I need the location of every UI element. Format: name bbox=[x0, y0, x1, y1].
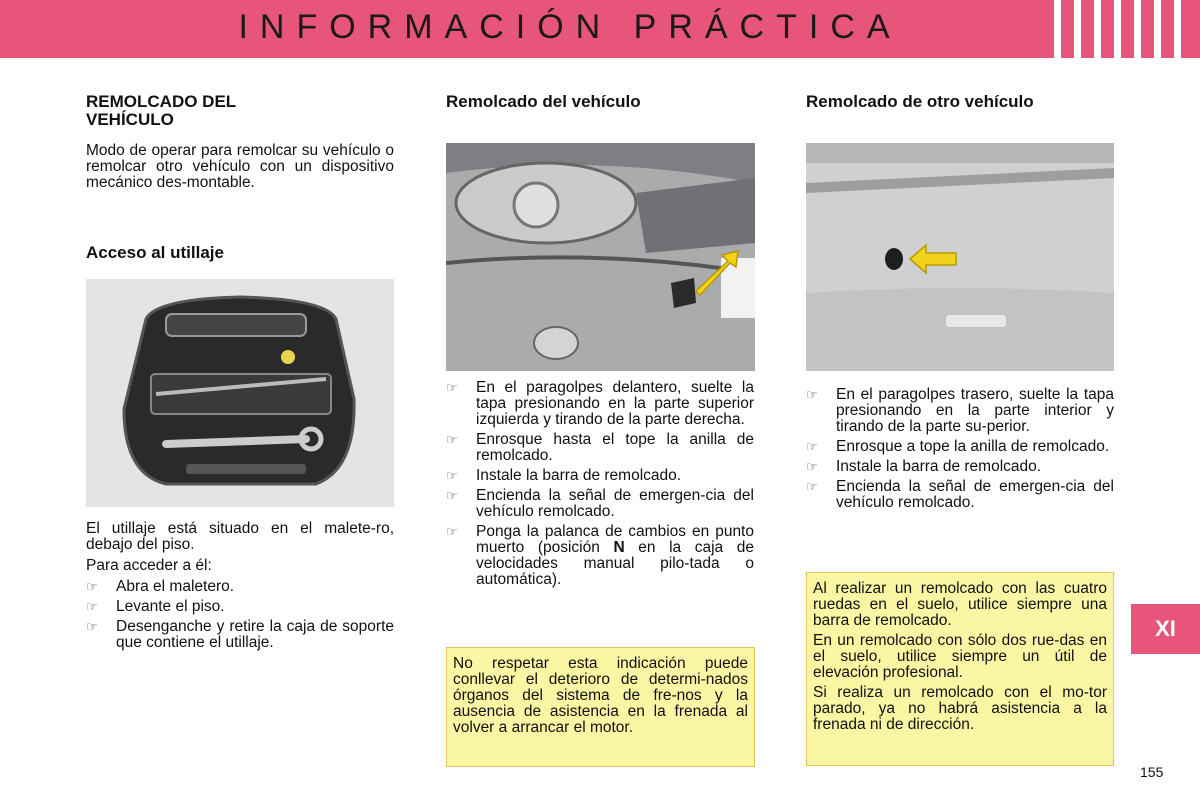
pointing-hand-icon: ☞ bbox=[446, 432, 458, 447]
list-item: ☞ Encienda la señal de emergen-cia del vehículo remolcado. bbox=[806, 478, 1114, 511]
list-item: ☞ Levante el piso. bbox=[86, 598, 225, 615]
note-paragraph: En un remolcado con sólo dos rue-das en el suelo, utilice siempre un útil de elevación profesional. bbox=[813, 632, 1107, 681]
list-item: ☞ En el paragolpes delantero, suelte la tapa presionando en la parte superior izquierda y tirando de la parte derecha. bbox=[446, 379, 754, 428]
header-stripe bbox=[1174, 0, 1181, 58]
list-item: ☞ Enrosque hasta el tope la anilla de remolcado. bbox=[446, 431, 754, 464]
header-stripe bbox=[1074, 0, 1081, 58]
page-header bbox=[0, 0, 1200, 58]
access-steps-list bbox=[86, 579, 394, 651]
list-item: ☞ Enrosque a tope la anilla de remolcado. bbox=[806, 438, 1110, 455]
header-stripe bbox=[1134, 0, 1141, 58]
pointing-hand-icon: ☞ bbox=[806, 387, 818, 402]
pointing-hand-icon: ☞ bbox=[86, 619, 98, 634]
header-stripe bbox=[1094, 0, 1101, 58]
warning-note-front: No respetar esta indicación puede conllevar el deterioro de determi-nados órganos del sistema de fre-nos y la ausencia de asistencia en la frenada al volver a arrancar el motor. bbox=[446, 647, 755, 767]
pointing-hand-icon: ☞ bbox=[446, 380, 458, 395]
pointing-hand-icon: ☞ bbox=[806, 459, 818, 474]
front-steps-list bbox=[446, 380, 754, 588]
pointing-hand-icon: ☞ bbox=[86, 599, 98, 614]
pointing-hand-icon: ☞ bbox=[446, 488, 458, 503]
list-item: ☞ Abra el maletero. bbox=[86, 578, 235, 595]
front-bumper-photo bbox=[446, 143, 755, 371]
page-number: 155 bbox=[1140, 764, 1164, 780]
page-title: INFORMACIÓN PRÁCTICA bbox=[238, 8, 902, 46]
chapter-tab[interactable]: XI bbox=[1131, 604, 1200, 654]
tool-location-paragraph: El utillaje está situado en el malete-ro, debajo del piso. bbox=[86, 520, 394, 553]
list-item: ☞ En el paragolpes trasero, suelte la tapa presionando en la parte interior y tirando de la parte su-perior. bbox=[806, 386, 1114, 435]
list-item: ☞ Encienda la señal de emergen-cia del vehículo remolcado. bbox=[446, 487, 754, 520]
section-heading-other-vehicle: Remolcado de otro vehículo bbox=[806, 92, 1034, 111]
info-note-rear bbox=[806, 572, 1114, 766]
section-heading-towing: REMOLCADO DEL VEHÍCULO bbox=[86, 92, 236, 129]
tool-location-text bbox=[86, 521, 394, 655]
list-item: ☞ Ponga la palanca de cambios en punto muerto (posición N en la caja de velocidades manual pilo-tada o automática). bbox=[446, 523, 754, 588]
section-heading-vehicle-towing: Remolcado del vehículo bbox=[446, 92, 641, 111]
tool-kit-photo bbox=[86, 279, 394, 507]
pointing-hand-icon: ☞ bbox=[806, 479, 818, 494]
pointing-hand-icon: ☞ bbox=[86, 579, 98, 594]
rear-steps-list bbox=[806, 387, 1114, 511]
subheading-tool-access: Acceso al utillaje bbox=[86, 243, 224, 262]
note-paragraph: Si realiza un remolcado con el mo-tor parado, ya no habrá asistencia a la frenada ni de dirección. bbox=[813, 684, 1107, 733]
header-stripe bbox=[1154, 0, 1161, 58]
list-item: ☞ Instale la barra de remolcado. bbox=[806, 458, 1042, 475]
rear-bumper-photo bbox=[806, 143, 1114, 371]
front-towing-steps bbox=[446, 380, 754, 592]
rear-towing-steps bbox=[806, 387, 1114, 515]
neutral-position-letter: N bbox=[613, 539, 625, 556]
header-stripe bbox=[1054, 0, 1061, 58]
access-intro-paragraph: Para acceder a él: bbox=[86, 557, 212, 574]
pointing-hand-icon: ☞ bbox=[446, 468, 458, 483]
list-item: ☞ Instale la barra de remolcado. bbox=[446, 467, 682, 484]
pointing-hand-icon: ☞ bbox=[806, 439, 818, 454]
note-paragraph: Al realizar un remolcado con las cuatro ruedas en el suelo, utilice siempre una barra de remolcado. bbox=[813, 580, 1107, 629]
header-stripe bbox=[1114, 0, 1121, 58]
list-item: ☞ Desenganche y retire la caja de soporte que contiene el utillaje. bbox=[86, 618, 394, 651]
pointing-hand-icon: ☞ bbox=[446, 524, 458, 539]
intro-paragraph: Modo de operar para remolcar su vehículo o remolcar otro vehículo con un dispositivo mecánico des-montable. bbox=[86, 142, 394, 191]
